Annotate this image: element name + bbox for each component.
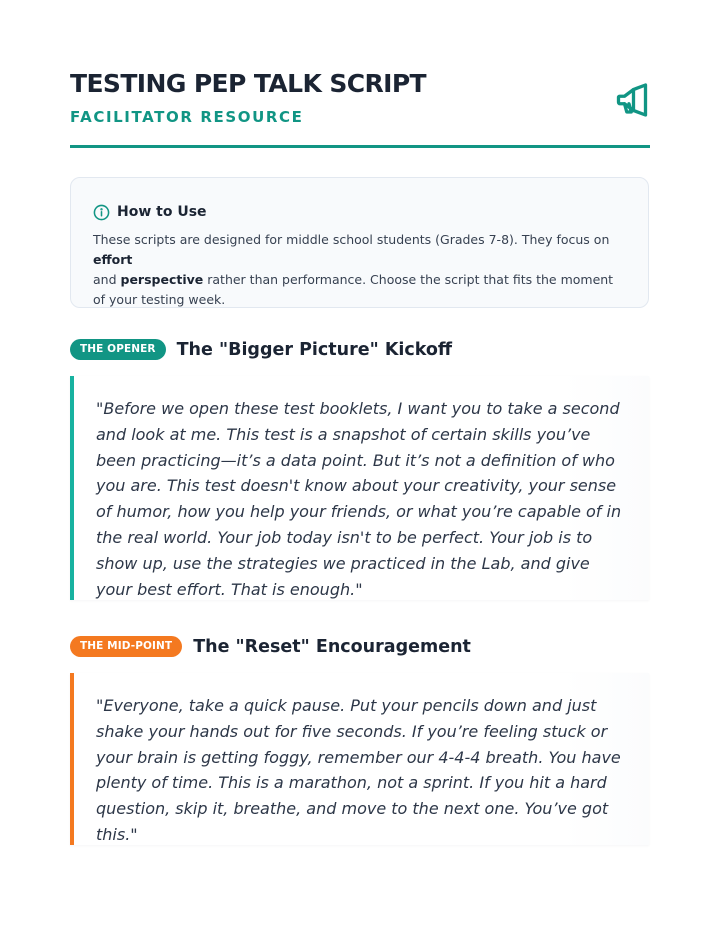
info-card-title: How to Use <box>117 204 207 220</box>
quote-text: "Before we open these test booklets, I want you to take a second and look at me. This test is a snapshot of certain skills you’ve been practicing—it’s a data point. But it’s not a definition of who you are. This test doesn't know about your creativity, your sense of humor, how you help your friends, or what you’re capable of in the real world. Your job today isn't to be perfect. Your job is to show up, use the strategies we practiced in the Lab, and give your best effort. That is enough." <box>96 399 622 599</box>
quote-text: "Everyone, take a quick pause. Put your pencils down and just shake your hands out for five seconds. If you’re feeling stuck or your brain is getting foggy, remember our 4-4-4 breath. You have plenty of time. This is a marathon, not a sprint. If you hit a hard question, skip it, breathe, and move to the next one. You’ve got this." <box>96 696 621 844</box>
opener-script-quote <box>70 376 649 600</box>
page-title: TESTING PEP TALK SCRIPT <box>70 69 427 98</box>
megaphone-icon <box>614 82 650 118</box>
page-subtitle: FACILITATOR RESOURCE <box>70 108 304 126</box>
info-bold-perspective: perspective <box>120 272 204 287</box>
section-badge: THE MID-POINT <box>70 636 182 657</box>
how-to-use-card <box>70 177 649 308</box>
info-icon <box>93 204 110 221</box>
info-card-header <box>93 202 626 222</box>
info-text-part-2: and <box>93 272 121 287</box>
info-card-text <box>93 230 626 310</box>
midpoint-script-quote <box>70 673 649 845</box>
info-text-part-3: rather than performance. Choose the script that fits the moment of your testing week. <box>93 272 614 307</box>
section-midpoint-header <box>70 636 471 657</box>
section-badge: THE OPENER <box>70 339 166 360</box>
section-title: The "Reset" Encouragement <box>193 636 471 657</box>
section-opener-header <box>70 339 452 360</box>
section-title: The "Bigger Picture" Kickoff <box>176 339 453 360</box>
info-bold-effort: effort <box>93 252 133 267</box>
info-text-part-1: These scripts are designed for middle school students (Grades 7-8). They focus on <box>93 232 610 247</box>
page-header <box>70 64 650 148</box>
